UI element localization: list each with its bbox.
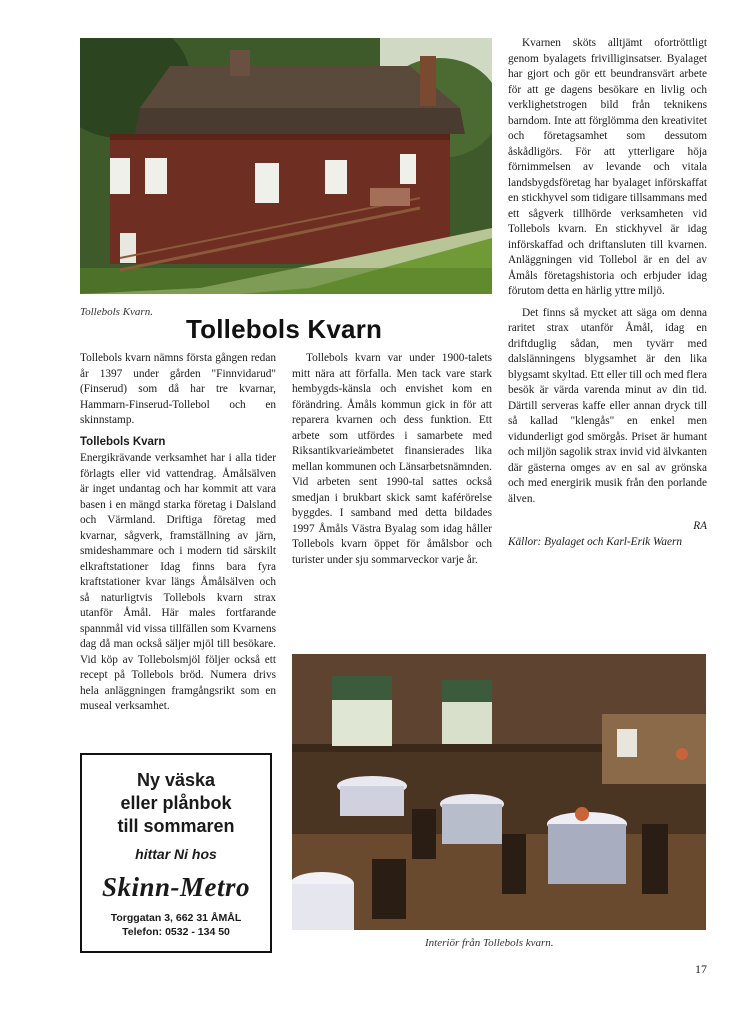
author-signature: RA bbox=[693, 520, 707, 532]
mill-exterior-illustration bbox=[80, 38, 492, 294]
ad-headline-line-3: till sommaren bbox=[117, 816, 235, 836]
skinn-metro-advertisement bbox=[80, 753, 272, 953]
article-column-2 bbox=[292, 351, 492, 568]
mill-interior-illustration bbox=[292, 654, 706, 930]
section-subhead: Tollebols Kvarn bbox=[80, 435, 166, 448]
ad-subline: hittar Ni hos bbox=[135, 846, 217, 862]
ad-address: Torggatan 3, 662 31 ÅMÅL bbox=[110, 912, 242, 924]
interior-photo bbox=[292, 654, 706, 930]
page-number: 17 bbox=[695, 962, 707, 976]
ad-headline-line-1: Ny väska bbox=[136, 770, 216, 790]
exterior-photo-caption: Tollebols Kvarn. bbox=[80, 306, 153, 318]
body-paragraph: Det finns så mycket att säga om denna raritet strax utanför Åmål, idag en driftduglig sådan, men tyvärr med dalslänningens blygsamhet är den lika blygsamt skyltad. Ett eller till och med flera besök är värda varenda minut av din tid. Därtill serveras kaffe eller annan dryck till så kallad "klengås" en enkel men vidunderligt god smörgås. Priset är humant och miljön sagolik strax invid vid älvkanten där gästerna omges av en sal av grönska och med energirik musik från den porlande älven. bbox=[508, 306, 707, 505]
exterior-photo bbox=[80, 38, 492, 294]
sources-line: Källor: Byalaget och Karl-Erik Waern bbox=[508, 535, 683, 548]
body-paragraph: Kvarnen sköts alltjämt ofortröttligt genom byalagets frivilliginsatser. Byalaget har gjort och gör ett beundransvärt arbete för att ge dagens besökare en livlig och verklighetstrogen bild från teknikens barndom. Inte att förglömma den kreativitet och företagsamhet som dessutom åskådligörs. För att ytterligare höja förnimmelsen av levande och vitala landsbygdsföretag har byalaget införskaffat en stickhyvel som tidigare tillsammans med ett sågverk tillhörde verksamheten vid Tollebols kvarn. En stickhyvel är idag införskaffad och driftansluten till kvarnen. Anläggningen vid Tollebol är en del av Åmåls företagshistoria och erbjuder idag förutom detta en härlig yttre miljö. bbox=[508, 37, 707, 297]
body-paragraph: Tollebols kvarn var under 1900-talets mitt nära att förfalla. Men tack vare stark hembygds-känsla och envishet kom en förändring. Åmåls kommun gick in för att reparera kvarnen och dess funktion. Ett arbete som utfördes i samarbete med Riksantikvarieämbetet finansierades lika mellan kommunen och Länsarbetsnämnden. Vid arbeten sent 1990-tal sattes också smedjan i brukbart skick samt kaférörelse byggdes. I samband med detta bildades 1997 Åmåls Västra Byalag som idag håller Tollebols kvarn öppet för åmålsbor och turister under sju sommarveckor varje år. bbox=[292, 352, 492, 566]
interior-photo-caption: Interiör från Tollebols kvarn. bbox=[425, 937, 554, 949]
article-column-1 bbox=[80, 351, 276, 715]
ad-phone: Telefon: 0532 - 134 50 bbox=[122, 926, 230, 938]
article-title: Tollebols Kvarn bbox=[186, 314, 383, 344]
intro-paragraph: Tollebols kvarn nämns första gången redan år 1397 under gården "Finnvidarud" (Finserud) som då har tre kvarnar, Hammarn-Finserud-Tollebol och en skinnstamp. bbox=[80, 352, 276, 426]
ad-brand-logo: Skinn-Metro bbox=[101, 872, 251, 902]
ad-headline-line-2: eller plånbok bbox=[120, 793, 232, 813]
body-paragraph: Energikrävande verksamhet har i alla tider förlagts eller vid vattendrag. Åmålsälven är inget undantag och har kommit att vara basen i en mängd starka företag i Dalsland och Värmland. Driftiga företag med kvarnar, sågverk, framställning av järn, smideshammare och i modern tid särskilt elkraftstationer Idag finns bara fyra kraftstationer kvar längs Åmålsälven och så naturligtvis Tollebols kvarn strax utanför Åmål. Här males fortfarande spannmål vid vissa tillfällen som Kvarnens dag då man också säljer mjöl till besökare. Vid köp av Tollebolsmjöl följer också ett recept på Tollebols bröd. Numera drivs hela anläggningen framgångsrikt som en museal verksamhet. bbox=[80, 452, 276, 712]
article-column-3 bbox=[508, 36, 707, 550]
